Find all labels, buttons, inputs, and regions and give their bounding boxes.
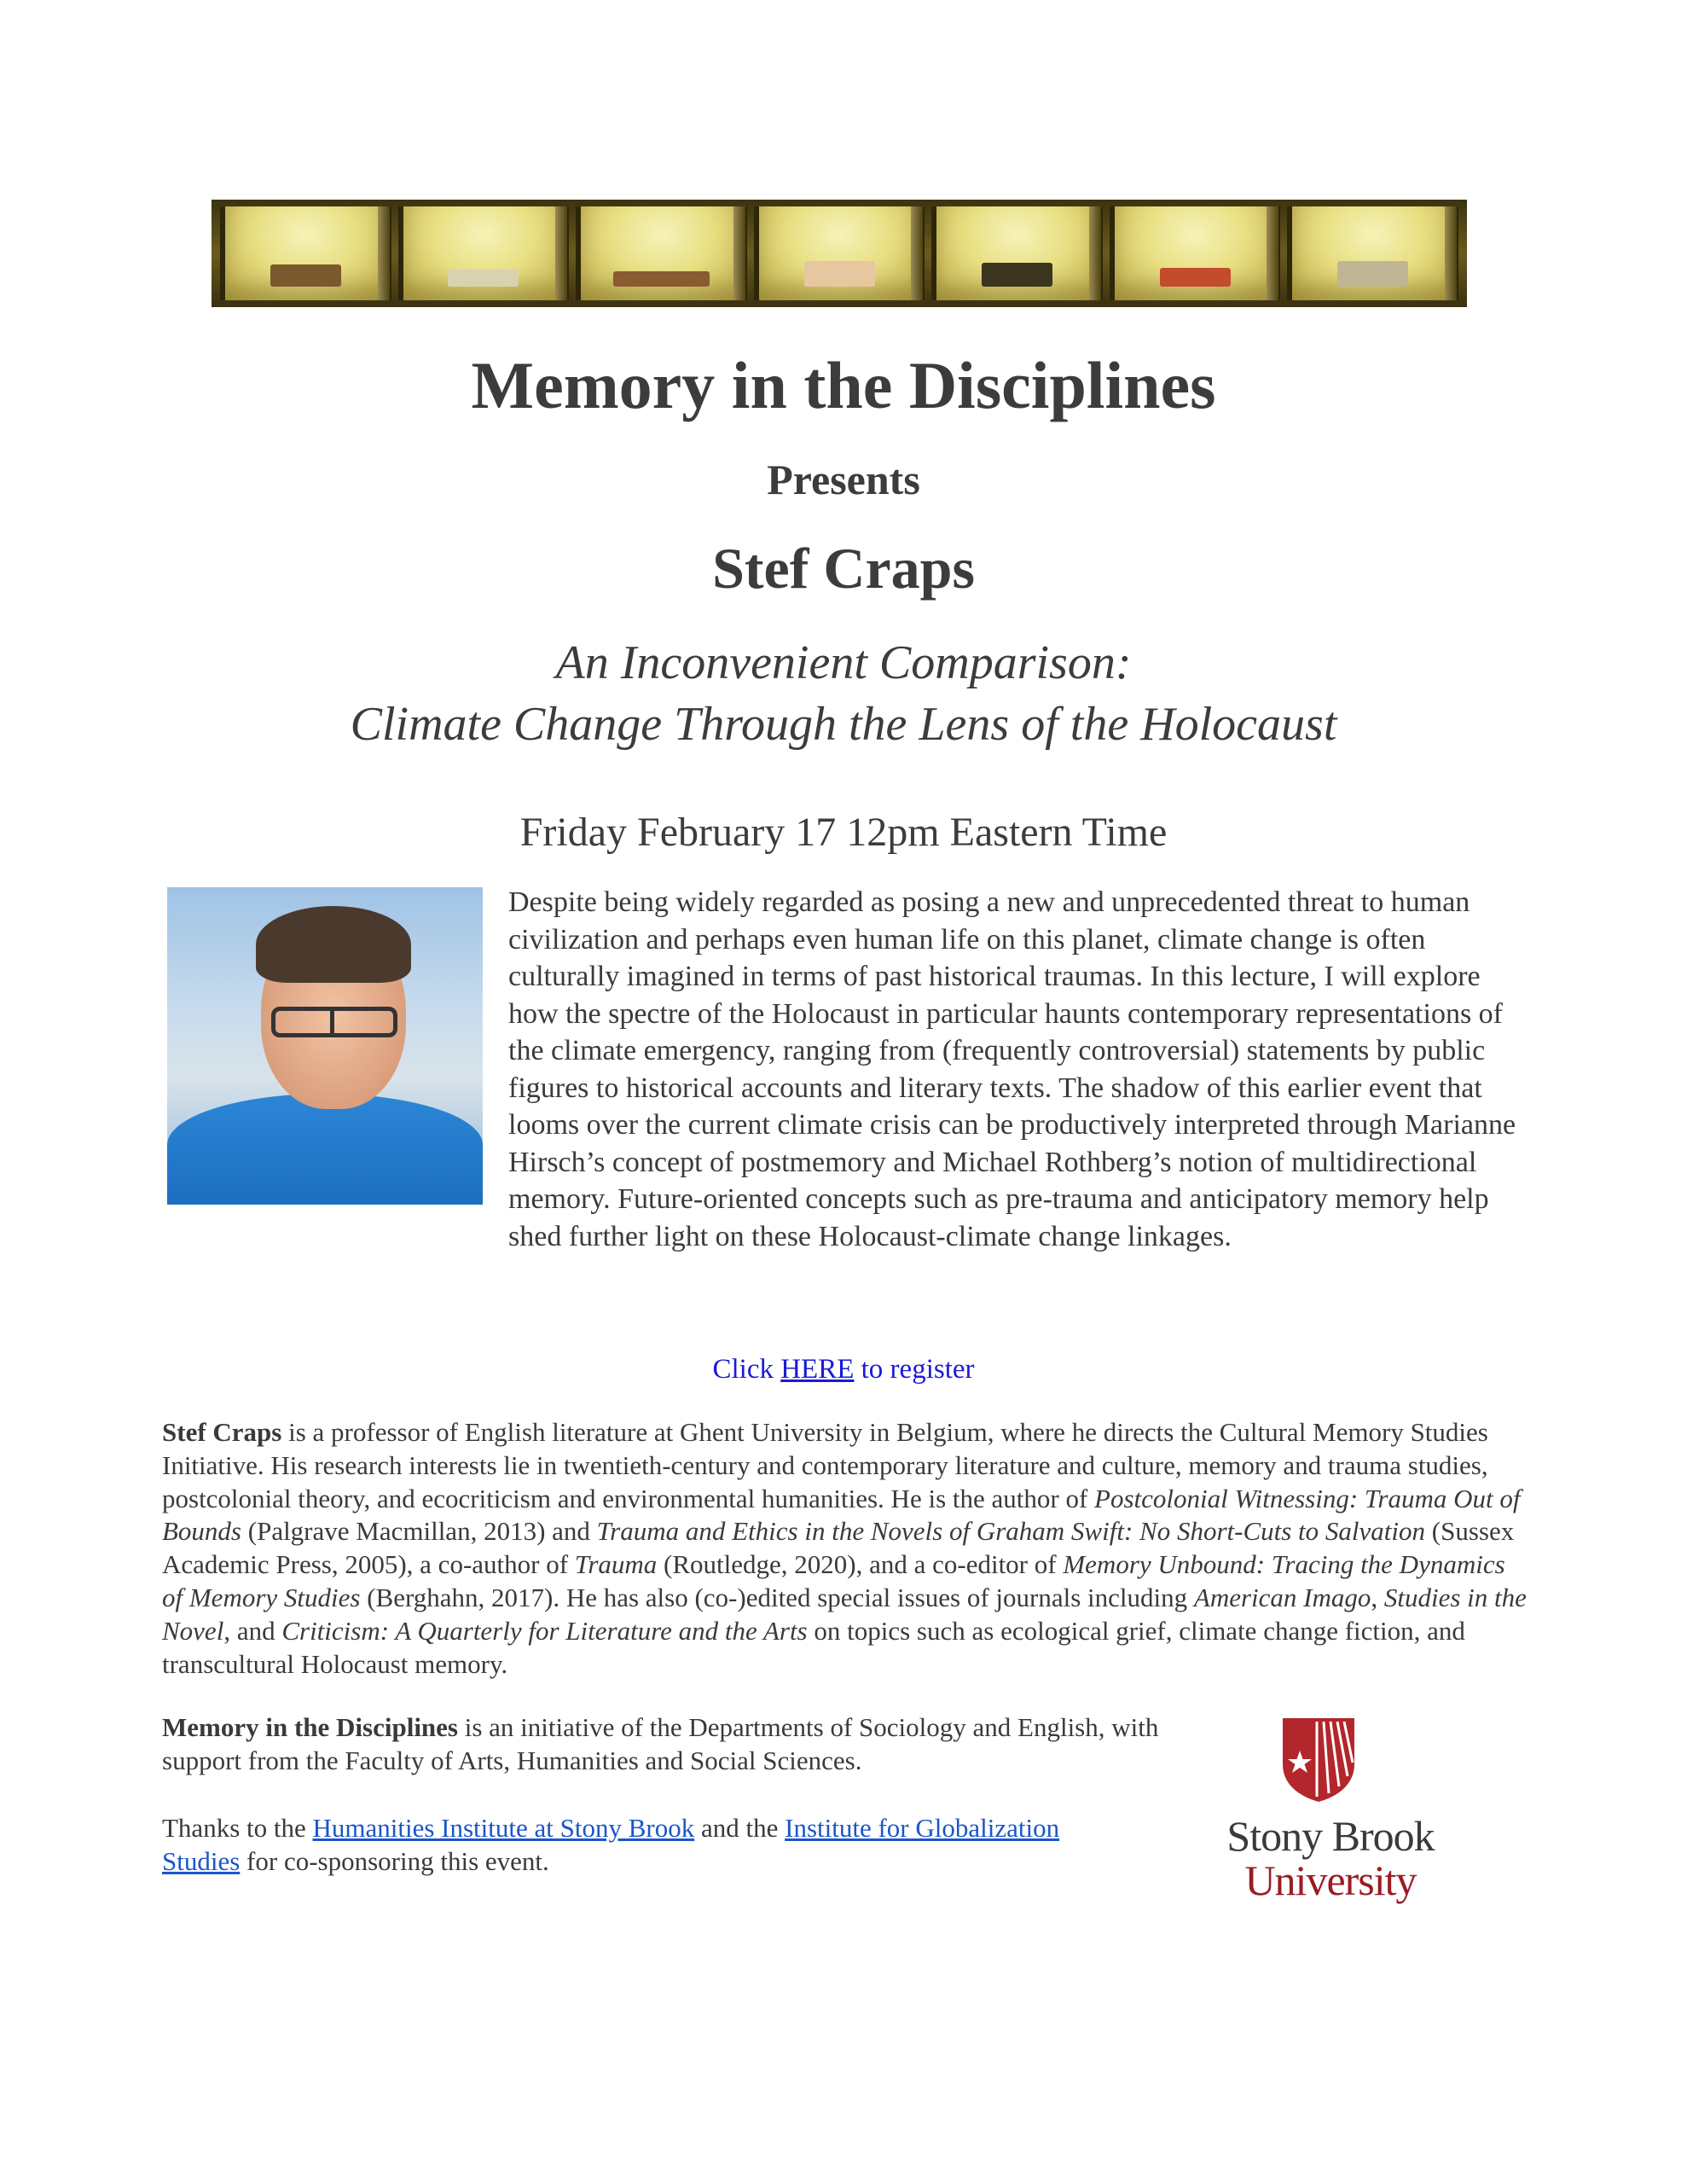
bio-book-title: Trauma [574,1549,658,1580]
humanities-institute-link[interactable]: Humanities Institute at Stony Brook [312,1813,695,1843]
speaker-bio [162,1416,1527,1681]
thanks-text: and the [694,1813,786,1843]
register-link[interactable]: HERE [780,1354,855,1385]
globalization-institute-link[interactable]: Institute for Globalization Studies [162,1813,1060,1876]
series-title: Memory in the Disciplines [471,348,1216,422]
bio-journal-title: Studies in the Novel [162,1582,1527,1646]
register-line [0,1351,1687,1387]
header-banner-image [212,200,1467,307]
bio-text: (Palgrave Macmillan, 2013) and [241,1516,597,1547]
logo-line1: Stony Brook [1226,1812,1435,1860]
cabinet-image [1110,206,1281,300]
shield-icon [1279,1715,1358,1804]
initiative-text: is an initiative of the Departments of Sociology and English, with support from the Faculty of Arts, Humanities and Social Sciences. [162,1712,1159,1775]
initiative-paragraph [162,1711,1186,1778]
bio-text: , and [223,1615,282,1646]
talk-title-line2: Climate Change Through the Lens of the Holocaust [350,698,1337,751]
bio-text: is a professor of English literature at Ghent University in Belgium, where he directs the Cultural Memory Studies Initiative. His research interests lie in twentieth-century and contemporary literature and culture, memory and trauma studies, postcolonial theory, and ecocriticism and environmental humanities. He is the author of [162,1417,1488,1513]
stony-brook-logo [1194,1715,1467,1911]
cabinet-image [220,206,391,300]
bio-name: Stef Craps [162,1417,282,1447]
bio-journal-title: Criticism: A Quarterly for Literature and the Arts [281,1615,808,1646]
cabinet-image [931,206,1103,300]
cabinet-image [576,206,747,300]
register-suffix: to register [854,1354,975,1385]
talk-title-line1: An Inconvenient Comparison: [555,636,1132,689]
thanks-text: for co-sponsoring this event. [240,1845,549,1876]
speaker-portrait [167,887,483,1205]
speaker-name: Stef Craps [712,536,975,601]
cabinet-image [754,206,925,300]
talk-abstract: Despite being widely regarded as posing a new and unprecedented threat to human civilization and perhaps even human life on this planet, climate change is often culturally imagined in terms of past historical traumas. In this lecture, I will explore how the spectre of the Holocaust in particular haunts contemporary representations of the climate emergency, ranging from (frequently controversial) statements by public figures to historical accounts and literary texts. The shadow of this earlier event that looms over the current climate crisis can be productively interpreted through Marianne Hirsch’s concept of postmemory and Michael Rothberg’s notion of multidirectional memory. Future-oriented concepts such as pre-trauma and anticipatory memory help shed further light on these Holocaust-climate change linkages. [508,886,1516,1252]
cabinet-image [1287,206,1458,300]
bio-text: (Routledge, 2020), and a co-editor of [657,1549,1064,1580]
thanks-paragraph [162,1812,1143,1879]
bio-text: on topics such as ecological grief, climate change fiction, and transcultural Holocaust memory. [162,1615,1465,1679]
logo-line2: University [1244,1856,1417,1904]
bio-journal-title: American Imago [1193,1582,1371,1612]
bio-book-title: Postcolonial Witnessing: Trauma Out of Bounds [162,1483,1521,1547]
initiative-name: Memory in the Disciplines [162,1712,458,1742]
presents-label: Presents [767,456,920,503]
bio-book-title: Trauma and Ethics in the Novels of Graham Swift: No Short-Cuts to Salvation [596,1516,1426,1547]
bio-text: (Berghahn, 2017). He has also (co-)edited special issues of journals including [360,1582,1194,1612]
bio-text: (Sussex Academic Press, 2005), a co-author of [162,1516,1515,1580]
bio-text: , [1371,1582,1384,1612]
event-datetime: Friday February 17 12pm Eastern Time [519,810,1168,855]
thanks-text: Thanks to the [162,1813,313,1843]
cabinet-image [398,206,570,300]
bio-book-title: Memory Unbound: Tracing the Dynamics of Memory Studies [162,1549,1505,1612]
register-prefix: Click [712,1354,781,1385]
